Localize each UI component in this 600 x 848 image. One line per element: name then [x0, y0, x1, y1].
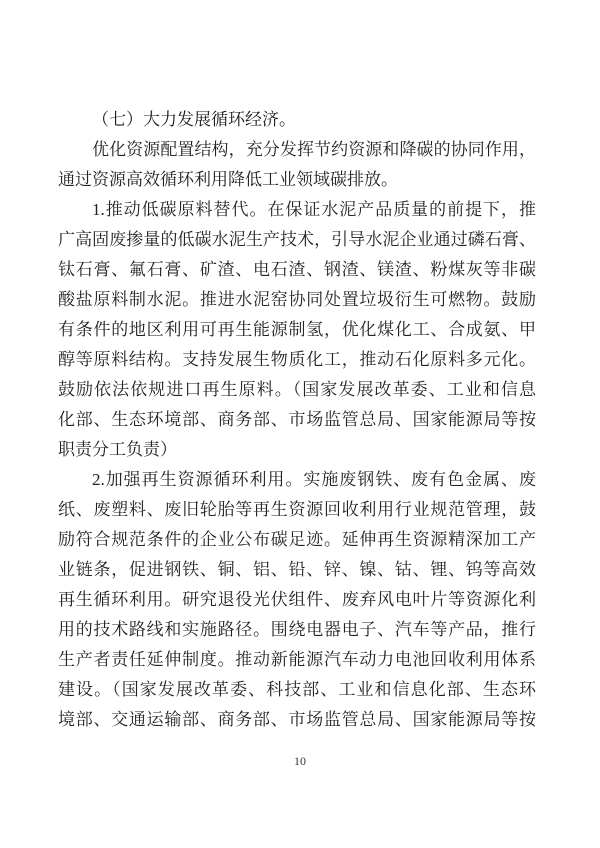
text-line: 职责分工负责）	[58, 440, 177, 459]
body-text	[58, 105, 536, 735]
text-line: 境部、交通运输部、商务部、市场监管总局、国家能源局等按	[58, 710, 536, 729]
text-line: 1.推动低碳原料替代。在保证水泥产品质量的前提下，推	[92, 200, 536, 219]
text-line: 化部、生态环境部、商务部、市场监管总局、国家能源局等按	[58, 410, 536, 429]
text-line: 建设。（国家发展改革委、科技部、工业和信息化部、生态环	[58, 680, 536, 699]
text-line: 励符合规范条件的企业公布碳足迹。延伸再生资源精深加工产	[58, 530, 536, 549]
text-line: 业链条，促进钢铁、铜、铝、铅、锌、镍、钴、锂、钨等高效	[58, 560, 536, 579]
text-line: 鼓励依法依规进口再生原料。（国家发展改革委、工业和信息	[58, 380, 536, 399]
section-heading-line: （七）大力发展循环经济。	[92, 110, 296, 129]
page-number: 10	[294, 754, 306, 768]
text-line: 再生循环利用。研究退役光伏组件、废弃风电叶片等资源化利	[58, 590, 536, 609]
text-line: 2.加强再生资源循环利用。实施废钢铁、废有色金属、废	[92, 470, 536, 489]
text-line: 用的技术路线和实施路径。围绕电器电子、汽车等产品，推行	[58, 620, 536, 639]
text-line: 生产者责任延伸制度。推动新能源汽车动力电池回收利用体系	[58, 650, 536, 669]
text-line: 酸盐原料制水泥。推进水泥窑协同处置垃圾衍生可燃物。鼓励	[58, 290, 536, 309]
text-line: 有条件的地区利用可再生能源制氢，优化煤化工、合成氨、甲	[58, 320, 536, 339]
text-line: 广高固废掺量的低碳水泥生产技术，引导水泥企业通过磷石膏、	[58, 230, 536, 249]
text-line: 醇等原料结构。支持发展生物质化工，推动石化原料多元化。	[58, 350, 536, 369]
text-line: 通过资源高效循环利用降低工业领域碳排放。	[58, 170, 398, 189]
text-line: 优化资源配置结构，充分发挥节约资源和降碳的协同作用，	[92, 140, 536, 159]
text-line: 纸、废塑料、废旧轮胎等再生资源回收利用行业规范管理，鼓	[58, 500, 536, 519]
text-line: 钛石膏、氟石膏、矿渣、电石渣、钢渣、镁渣、粉煤灰等非碳	[58, 260, 536, 279]
